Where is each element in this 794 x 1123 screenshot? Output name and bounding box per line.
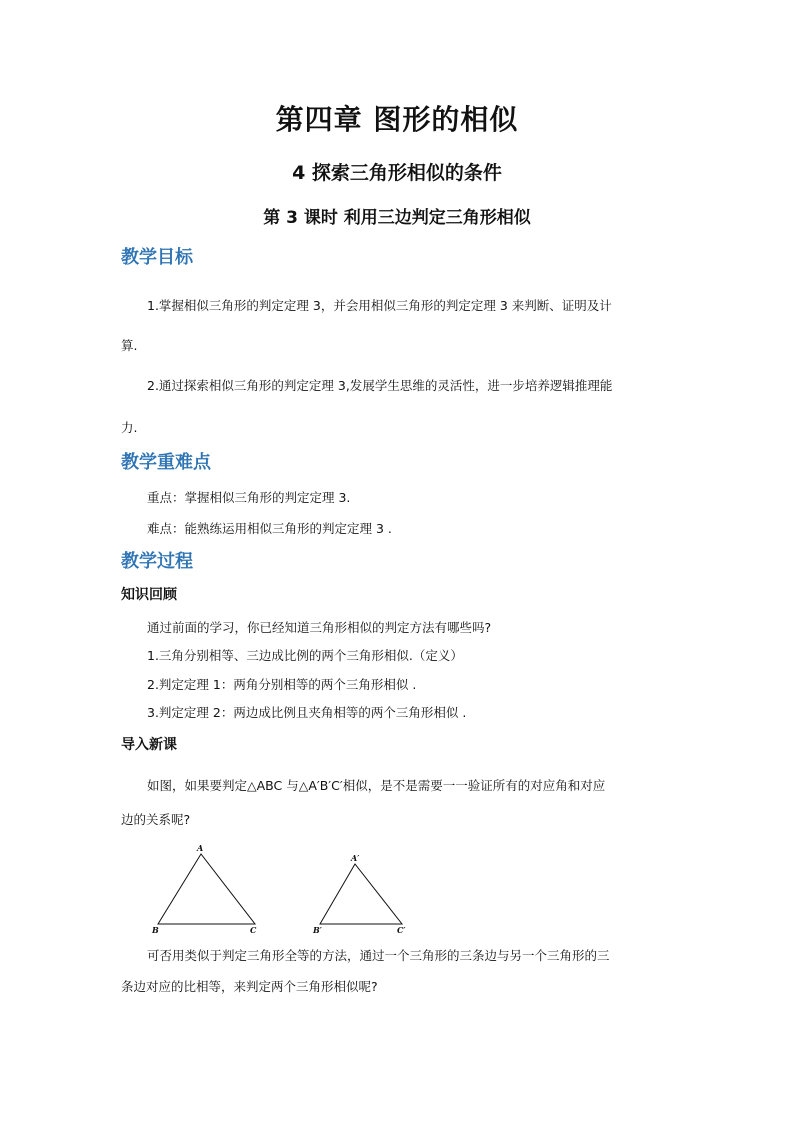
process-heading: 教学过程 [121, 551, 193, 572]
goal-2-line-2: 力. [121, 420, 138, 435]
review-item-1: 1.三角分别相等、三边成比例的两个三角形相似.（定义） [147, 648, 463, 663]
intro-para-1-line-2: 边的关系呢? [121, 812, 191, 827]
intro-para-2-line-2: 条边对应的比相等，来判定两个三角形相似呢? [121, 979, 378, 994]
review-item-2: 2.判定定理 1：两角分别相等的两个三角形相似 . [147, 677, 417, 692]
key-points-heading: 教学重难点 [121, 452, 211, 473]
vertex-b-prime-label: B′ [313, 925, 322, 935]
difficulty-text: 难点：能熟练运用相似三角形的判定定理 3 . [147, 521, 392, 536]
review-heading: 知识回顾 [121, 587, 177, 603]
goal-1-line-1: 1.掌握相似三角形的判定定理 3，并会用相似三角形的判定定理 3 来判断、证明及计 [147, 298, 612, 313]
intro-para-2-line-1: 可否用类似于判定三角形全等的方法，通过一个三角形的三条边与另一个三角形的三 [147, 948, 610, 963]
chapter-title: 第四章 图形的相似 [275, 103, 519, 136]
triangles-figure [140, 840, 430, 940]
review-item-3: 3.判定定理 2：两边成比例且夹角相等的两个三角形相似 . [147, 705, 467, 720]
vertex-a-label: A [197, 843, 204, 853]
section-title: 4 探索三角形相似的条件 [292, 162, 502, 184]
review-question: 通过前面的学习，你已经知道三角形相似的判定方法有哪些吗? [147, 620, 492, 635]
vertex-b-label: B [152, 925, 159, 935]
triangle-abc [158, 854, 255, 924]
vertex-c-label: C [250, 925, 257, 935]
intro-heading: 导入新课 [121, 737, 177, 753]
lesson-title: 第 3 课时 利用三边判定三角形相似 [263, 208, 531, 228]
vertex-c-prime-label: C′ [397, 925, 406, 935]
goals-heading: 教学目标 [121, 247, 193, 268]
triangle-a-prime-b-prime-c-prime [320, 864, 402, 924]
focus-text: 重点：掌握相似三角形的判定定理 3. [147, 490, 351, 505]
goal-1-line-2: 算. [121, 338, 138, 353]
goal-2-line-1: 2.通过探索相似三角形的判定定理 3,发展学生思维的灵活性，进一步培养逻辑推理能 [147, 378, 613, 393]
vertex-a-prime-label: A′ [351, 853, 360, 863]
intro-para-1-line-1: 如图，如果要判定△ABC 与△A′B′C′相似，是不是需要一一验证所有的对应角和对应 [147, 778, 606, 793]
